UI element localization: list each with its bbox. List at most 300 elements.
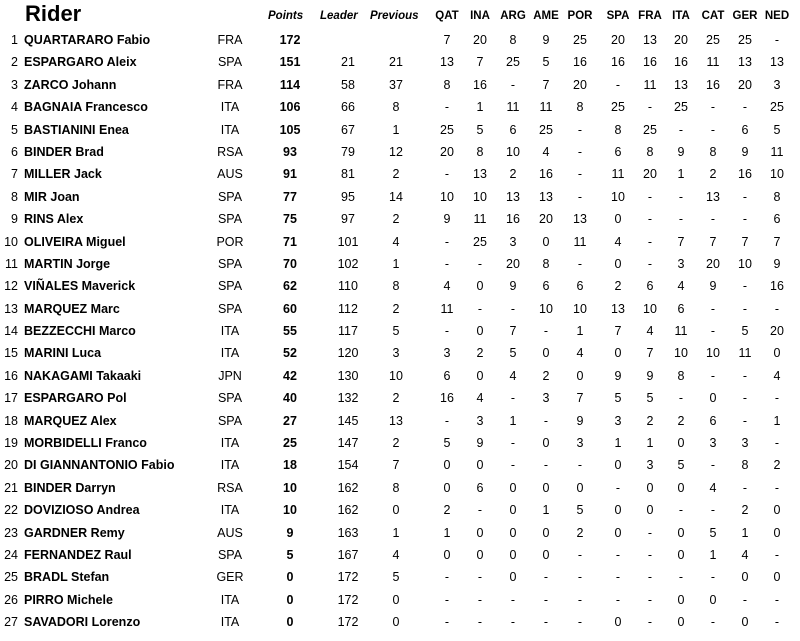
table-row: [0, 433, 800, 455]
nation-cell: ITA: [220, 100, 240, 115]
race-result-cell: 16: [706, 77, 720, 92]
header-race: FRA: [638, 10, 662, 22]
position-cell: 2: [11, 55, 18, 70]
position-cell: 24: [4, 547, 18, 562]
rider-name: BINDER Darryn: [24, 480, 116, 495]
race-result-cell: 4: [476, 391, 484, 406]
previous-gap-cell: 5: [392, 324, 400, 339]
race-result-cell: 8: [646, 144, 654, 159]
race-result-cell: 5: [542, 55, 550, 70]
rider-name: DOVIZIOSO Andrea: [24, 503, 140, 518]
race-result-cell: 13: [473, 167, 487, 182]
race-result-cell: -: [510, 301, 516, 316]
position-cell: 4: [11, 100, 18, 115]
points-cell: 42: [283, 368, 297, 383]
race-result-cell: 0: [614, 458, 622, 473]
rider-name: ZARCO Johann: [24, 77, 117, 92]
rider-name: MILLER Jack: [24, 167, 102, 182]
previous-gap-cell: 4: [392, 547, 400, 562]
race-result-cell: -: [444, 100, 450, 115]
nation-cell: SPA: [217, 301, 243, 316]
previous-gap-cell: 2: [392, 391, 400, 406]
race-result-cell: 0: [542, 234, 550, 249]
race-result-cell: 16: [506, 212, 520, 227]
rider-name: BINDER Brad: [24, 144, 104, 159]
nation-cell: GER: [216, 570, 244, 585]
race-result-cell: 0: [509, 525, 517, 540]
position-cell: 23: [4, 525, 18, 540]
rider-name: MARQUEZ Marc: [24, 301, 120, 316]
race-result-cell: 8: [509, 33, 517, 47]
race-result-cell: 10: [506, 144, 520, 159]
race-result-cell: 0: [709, 592, 717, 607]
race-result-cell: 1: [709, 547, 717, 562]
nation-cell: SPA: [217, 256, 243, 271]
race-result-cell: -: [444, 167, 450, 182]
race-result-cell: 9: [677, 144, 685, 159]
nation-cell: SPA: [217, 55, 243, 70]
race-result-cell: 0: [677, 592, 685, 607]
race-result-cell: -: [477, 301, 483, 316]
race-result-cell: 9: [443, 212, 451, 227]
race-result-cell: 2: [476, 346, 484, 361]
race-result-cell: 3: [709, 436, 717, 451]
race-result-cell: 20: [674, 33, 688, 47]
table-row: [0, 187, 800, 209]
position-cell: 7: [11, 167, 18, 182]
race-result-cell: 4: [709, 480, 717, 495]
race-result-cell: 7: [509, 324, 517, 339]
race-result-cell: 6: [646, 279, 654, 294]
race-result-cell: -: [647, 234, 653, 249]
race-result-cell: -: [647, 570, 653, 585]
race-result-cell: 0: [476, 368, 484, 383]
nation-cell: ITA: [220, 592, 240, 607]
race-result-cell: 16: [770, 279, 784, 294]
header-race: ITA: [672, 10, 690, 22]
race-result-cell: 16: [440, 391, 454, 406]
race-result-cell: -: [615, 547, 621, 562]
previous-gap-cell: 8: [392, 480, 400, 495]
previous-gap-cell: 21: [389, 55, 403, 70]
race-result-cell: 0: [509, 570, 517, 585]
nation-cell: SPA: [217, 279, 243, 294]
position-cell: 22: [4, 503, 18, 518]
points-cell: 18: [283, 458, 297, 473]
race-result-cell: -: [615, 570, 621, 585]
race-result-cell: 1: [646, 436, 654, 451]
header-points: Points: [268, 10, 304, 22]
race-result-cell: 8: [576, 100, 584, 115]
rider-name: DI GIANNANTONIO Fabio: [24, 458, 175, 473]
race-result-cell: -: [647, 547, 653, 562]
race-result-cell: 3: [646, 458, 654, 473]
race-result-cell: 7: [614, 324, 622, 339]
race-result-cell: 7: [677, 234, 685, 249]
table-row: [0, 366, 800, 388]
nation-cell: ITA: [220, 122, 240, 137]
previous-gap-cell: 1: [392, 525, 400, 540]
race-result-cell: 16: [611, 55, 625, 70]
race-result-cell: 13: [573, 212, 587, 227]
rider-name: NAKAGAMI Takaaki: [24, 368, 142, 383]
race-result-cell: 13: [506, 189, 520, 204]
rider-name: MARINI Luca: [24, 346, 102, 361]
race-result-cell: 11: [473, 212, 487, 227]
race-result-cell: 11: [706, 55, 720, 70]
race-result-cell: 0: [542, 547, 550, 562]
rider-name: BEZZECCHI Marco: [24, 324, 136, 339]
race-result-cell: 5: [614, 391, 622, 406]
race-result-cell: 2: [509, 167, 517, 182]
race-result-cell: -: [678, 122, 684, 137]
rider-name: OLIVEIRA Miguel: [24, 234, 126, 249]
leader-gap-cell: 112: [338, 301, 358, 316]
race-result-cell: 9: [646, 368, 654, 383]
race-result-cell: 3: [576, 436, 584, 451]
points-cell: 52: [283, 346, 297, 361]
nation-cell: AUS: [217, 167, 243, 182]
race-result-cell: 0: [773, 503, 781, 518]
race-result-cell: 7: [476, 55, 484, 70]
header-race: POR: [567, 10, 593, 22]
position-cell: 1: [11, 33, 18, 47]
header-race: ARG: [500, 10, 526, 22]
race-result-cell: 6: [773, 212, 781, 227]
table-row: [0, 97, 800, 119]
race-result-cell: 2: [576, 525, 584, 540]
position-cell: 5: [11, 122, 18, 137]
rider-name: MORBIDELLI Franco: [24, 436, 147, 451]
race-result-cell: -: [577, 144, 583, 159]
race-result-cell: 10: [611, 189, 625, 204]
race-result-cell: -: [710, 122, 716, 137]
race-result-cell: -: [577, 458, 583, 473]
race-result-cell: 16: [738, 167, 752, 182]
race-result-cell: -: [710, 100, 716, 115]
leader-gap-cell: 101: [337, 234, 359, 249]
race-result-cell: -: [742, 391, 748, 406]
race-result-cell: -: [678, 570, 684, 585]
leader-gap-cell: 162: [337, 480, 359, 495]
race-result-cell: 25: [643, 122, 657, 137]
points-cell: 40: [283, 391, 297, 406]
race-result-cell: 11: [573, 234, 587, 249]
race-result-cell: 13: [674, 77, 688, 92]
leader-gap-cell: 145: [337, 413, 359, 428]
race-result-cell: 9: [476, 436, 484, 451]
race-result-cell: 9: [709, 279, 717, 294]
race-result-cell: 0: [773, 346, 781, 361]
race-result-cell: 9: [542, 33, 550, 47]
race-result-cell: -: [543, 458, 549, 473]
previous-gap-cell: 10: [389, 368, 403, 383]
nation-cell: SPA: [217, 212, 243, 227]
race-result-cell: 0: [476, 458, 484, 473]
race-result-cell: -: [444, 234, 450, 249]
race-result-cell: 0: [542, 346, 550, 361]
header-race: SPA: [606, 10, 630, 22]
race-result-cell: 3: [677, 256, 685, 271]
race-result-cell: -: [647, 100, 653, 115]
race-result-cell: 0: [509, 547, 517, 562]
nation-cell: SPA: [217, 391, 243, 406]
race-result-cell: 4: [773, 368, 781, 383]
header-race: INA: [470, 10, 490, 22]
race-result-cell: 1: [443, 525, 451, 540]
points-cell: 172: [279, 33, 301, 47]
race-result-cell: 7: [443, 33, 451, 47]
points-cell: 91: [283, 167, 297, 182]
race-result-cell: 0: [614, 525, 622, 540]
race-result-cell: 0: [773, 570, 781, 585]
race-result-cell: 11: [738, 346, 752, 361]
race-result-cell: 16: [539, 167, 553, 182]
race-result-cell: 5: [443, 436, 451, 451]
race-result-cell: -: [774, 480, 780, 495]
race-result-cell: 6: [576, 279, 584, 294]
race-result-cell: 3: [614, 413, 622, 428]
race-result-cell: 5: [509, 346, 517, 361]
race-result-cell: -: [647, 592, 653, 607]
race-result-cell: 5: [576, 503, 584, 518]
race-result-cell: -: [647, 212, 653, 227]
race-result-cell: 10: [674, 346, 688, 361]
table-row: [0, 590, 800, 612]
race-result-cell: 4: [677, 279, 685, 294]
race-result-cell: 7: [542, 77, 550, 92]
table-row: [0, 232, 800, 254]
race-result-cell: 7: [741, 234, 749, 249]
nation-cell: FRA: [217, 33, 243, 47]
race-result-cell: -: [577, 615, 583, 630]
race-result-cell: 13: [643, 33, 657, 47]
race-result-cell: 4: [614, 234, 622, 249]
previous-gap-cell: 7: [392, 458, 400, 473]
rider-name: ESPARGARO Aleix: [24, 55, 137, 70]
race-result-cell: 0: [677, 436, 685, 451]
points-cell: 114: [279, 77, 301, 92]
points-cell: 55: [283, 324, 297, 339]
race-result-cell: 0: [677, 525, 685, 540]
race-result-cell: 0: [646, 480, 654, 495]
race-result-cell: 1: [614, 436, 622, 451]
race-result-cell: 0: [476, 525, 484, 540]
previous-gap-cell: 5: [392, 570, 400, 585]
leader-gap-cell: 95: [341, 189, 355, 204]
leader-gap-cell: 132: [337, 391, 359, 406]
leader-gap-cell: 67: [341, 122, 355, 137]
race-result-cell: -: [477, 256, 483, 271]
race-result-cell: -: [615, 77, 621, 92]
race-result-cell: -: [710, 570, 716, 585]
table-title: Rider: [25, 1, 82, 26]
race-result-cell: -: [510, 458, 516, 473]
race-result-cell: -: [742, 592, 748, 607]
header-race: GER: [732, 10, 758, 22]
position-cell: 16: [4, 368, 18, 383]
rider-name: MARQUEZ Alex: [24, 413, 117, 428]
rider-name: BASTIANINI Enea: [24, 122, 129, 137]
race-result-cell: -: [444, 324, 450, 339]
points-cell: 60: [283, 301, 297, 316]
race-result-cell: -: [678, 503, 684, 518]
previous-gap-cell: 0: [392, 503, 400, 518]
race-result-cell: -: [444, 615, 450, 630]
position-cell: 18: [4, 413, 18, 428]
table-row: [0, 209, 800, 231]
race-result-cell: 6: [476, 480, 484, 495]
table-row: [0, 254, 800, 276]
race-result-cell: -: [477, 503, 483, 518]
race-result-cell: -: [510, 436, 516, 451]
race-result-cell: -: [710, 368, 716, 383]
nation-cell: SPA: [217, 189, 243, 204]
leader-gap-cell: 79: [341, 144, 355, 159]
race-result-cell: 11: [506, 100, 520, 115]
race-result-cell: 25: [674, 100, 688, 115]
leader-gap-cell: 147: [337, 436, 359, 451]
race-result-cell: 8: [443, 77, 451, 92]
table-row: [0, 343, 800, 365]
race-result-cell: -: [577, 167, 583, 182]
leader-gap-cell: 97: [341, 212, 355, 227]
nation-cell: ITA: [220, 615, 240, 630]
race-result-cell: 9: [576, 413, 584, 428]
race-result-cell: 25: [770, 100, 784, 115]
points-cell: 10: [283, 480, 297, 495]
race-result-cell: 6: [443, 368, 451, 383]
header-race: AME: [533, 10, 559, 22]
position-cell: 13: [4, 301, 18, 316]
race-result-cell: 1: [677, 167, 685, 182]
points-cell: 0: [286, 570, 294, 585]
race-result-cell: -: [774, 436, 780, 451]
header-race: QAT: [435, 10, 459, 22]
race-result-cell: 13: [706, 189, 720, 204]
race-result-cell: 0: [677, 480, 685, 495]
race-result-cell: 20: [573, 77, 587, 92]
race-result-cell: -: [742, 279, 748, 294]
previous-gap-cell: 2: [392, 436, 400, 451]
points-cell: 70: [283, 256, 297, 271]
race-result-cell: -: [510, 592, 516, 607]
race-result-cell: 0: [542, 436, 550, 451]
race-result-cell: -: [774, 615, 780, 630]
race-result-cell: -: [710, 301, 716, 316]
race-result-cell: 4: [646, 324, 654, 339]
race-result-cell: 11: [611, 167, 625, 182]
race-result-cell: 0: [443, 547, 451, 562]
race-result-cell: -: [477, 615, 483, 630]
race-result-cell: 3: [443, 346, 451, 361]
race-result-cell: 20: [706, 256, 720, 271]
race-result-cell: 9: [741, 144, 749, 159]
race-result-cell: -: [510, 77, 516, 92]
race-result-cell: 10: [706, 346, 720, 361]
race-result-cell: 3: [509, 234, 517, 249]
nation-cell: AUS: [217, 525, 243, 540]
nation-cell: ITA: [220, 436, 240, 451]
race-result-cell: 3: [542, 391, 550, 406]
position-cell: 10: [4, 234, 18, 249]
race-result-cell: 10: [539, 301, 553, 316]
rider-name: MARTIN Jorge: [24, 256, 111, 271]
race-result-cell: -: [577, 592, 583, 607]
race-result-cell: 2: [443, 503, 451, 518]
race-result-cell: -: [742, 368, 748, 383]
table-row: [0, 455, 800, 477]
race-result-cell: -: [742, 413, 748, 428]
race-result-cell: 11: [674, 324, 688, 339]
race-result-cell: 13: [539, 189, 553, 204]
race-result-cell: 20: [643, 167, 657, 182]
race-result-cell: 4: [509, 368, 517, 383]
race-result-cell: 7: [709, 234, 717, 249]
race-result-cell: -: [742, 189, 748, 204]
race-result-cell: 13: [611, 301, 625, 316]
points-cell: 71: [283, 234, 297, 249]
points-cell: 0: [286, 615, 294, 630]
race-result-cell: 13: [770, 55, 784, 70]
race-result-cell: 16: [473, 77, 487, 92]
nation-cell: JPN: [218, 368, 242, 383]
race-result-cell: 6: [709, 413, 717, 428]
header-race: CAT: [701, 10, 725, 22]
race-result-cell: 3: [741, 436, 749, 451]
race-result-cell: -: [710, 324, 716, 339]
race-result-cell: -: [577, 189, 583, 204]
nation-cell: SPA: [217, 413, 243, 428]
race-result-cell: 1: [576, 324, 584, 339]
race-result-cell: 1: [741, 525, 749, 540]
table-row: [0, 299, 800, 321]
race-result-cell: 5: [677, 458, 685, 473]
race-result-cell: 5: [476, 122, 484, 137]
race-result-cell: -: [742, 212, 748, 227]
points-cell: 75: [283, 212, 297, 227]
points-cell: 62: [283, 279, 297, 294]
race-result-cell: 3: [773, 77, 781, 92]
table-row: [0, 164, 800, 186]
race-result-cell: 0: [614, 615, 622, 630]
leader-gap-cell: 102: [337, 256, 359, 271]
nation-cell: ITA: [220, 458, 240, 473]
race-result-cell: 6: [509, 122, 517, 137]
race-result-cell: 13: [738, 55, 752, 70]
race-result-cell: 16: [643, 55, 657, 70]
position-cell: 3: [11, 77, 18, 92]
table-row: [0, 612, 800, 634]
race-result-cell: -: [510, 391, 516, 406]
race-result-cell: 0: [443, 480, 451, 495]
previous-gap-cell: 14: [389, 189, 403, 204]
race-result-cell: 10: [440, 189, 454, 204]
race-result-cell: 0: [509, 480, 517, 495]
race-result-cell: -: [543, 324, 549, 339]
previous-gap-cell: 4: [392, 234, 400, 249]
table-row: [0, 276, 800, 298]
race-result-cell: -: [710, 503, 716, 518]
race-result-cell: -: [678, 391, 684, 406]
points-cell: 10: [283, 503, 297, 518]
race-result-cell: 10: [770, 167, 784, 182]
race-result-cell: 0: [646, 503, 654, 518]
points-cell: 106: [279, 100, 301, 115]
race-result-cell: 0: [614, 346, 622, 361]
race-result-cell: 4: [741, 547, 749, 562]
position-cell: 19: [4, 436, 18, 451]
